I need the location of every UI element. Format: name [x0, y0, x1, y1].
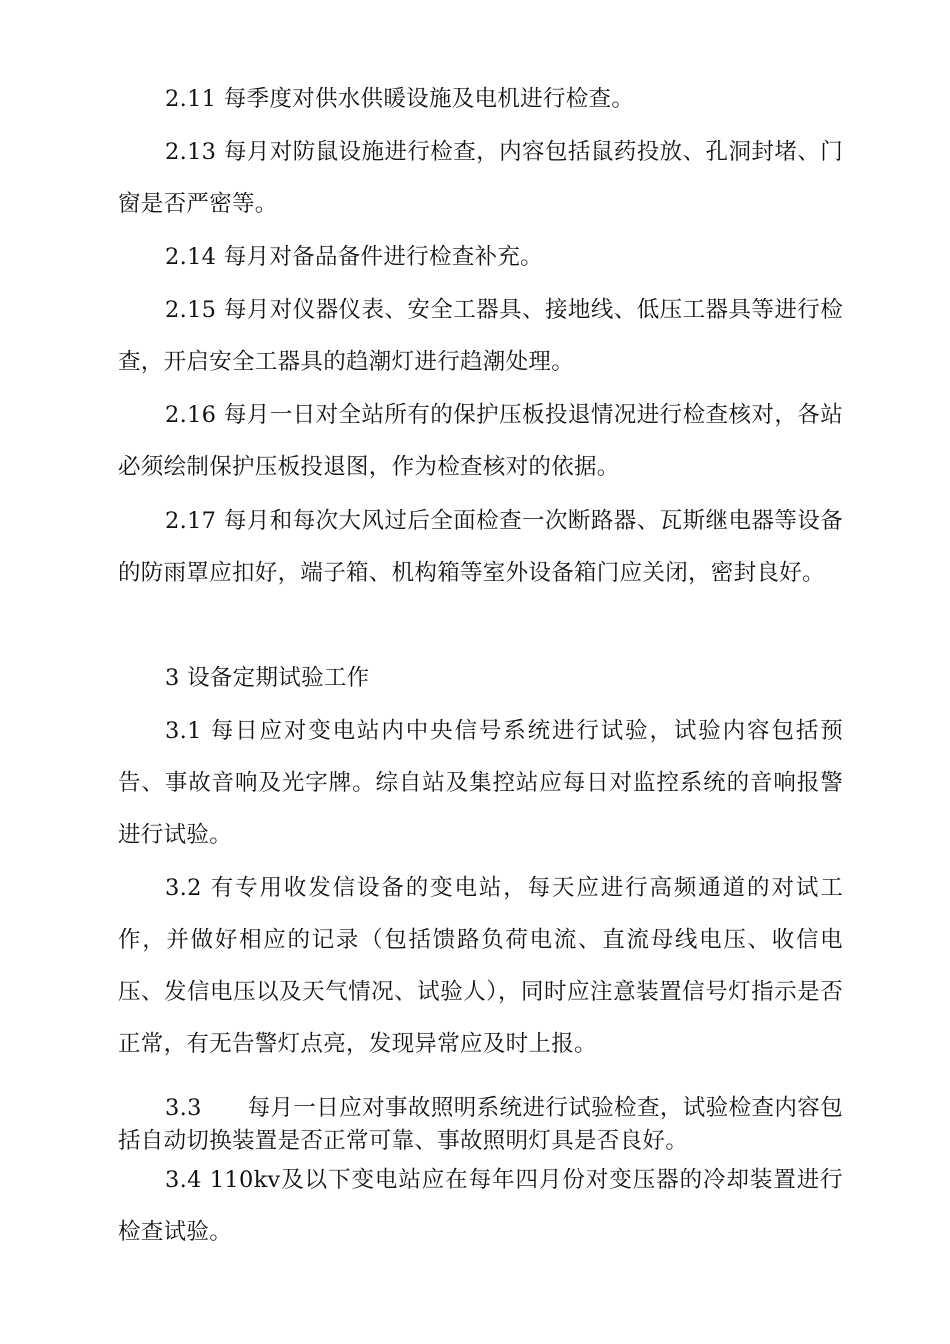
paragraph-3-3: 3.3 每月一日应对事故照明系统进行试验检查，试验检查内容包括自动切换装置是否正常可靠、事故照明灯具是否良好。: [118, 1095, 843, 1154]
paragraph-2-17: 2.17 每月和每次大风过后全面检查一次断路器、瓦斯继电器等设备的防雨罩应扣好，端子箱、机构箱等室外设备箱门应关闭，密封良好。: [118, 508, 843, 586]
section-heading-3: 3 设备定期试验工作: [165, 665, 370, 691]
paragraph-3-4: 3.4 110kv及以下变电站应在每年四月份对变压器的冷却装置进行检查试验。: [118, 1167, 843, 1245]
paragraph-2-15: 2.15 每月对仪器仪表、安全工器具、接地线、低压工器具等进行检查，开启安全工器具的趋潮灯进行趋潮处理。: [118, 297, 843, 375]
paragraph-3-2: 3.2 有专用收发信设备的变电站，每天应进行高频通道的对试工作，并做好相应的记录（包括馈路负荷电流、直流母线电压、收信电压、发信电压以及天气情况、试验人），同时应注意装置信号灯指示是否正常，有无告警灯点亮，发现异常应及时上报。: [118, 875, 843, 1057]
paragraph-2-16: 2.16 每月一日对全站所有的保护压板投退情况进行检查核对，各站必须绘制保护压板投退图，作为检查核对的依据。: [118, 402, 843, 480]
paragraph-2-14: 2.14 每月对备品备件进行检查补充。: [165, 244, 543, 270]
paragraph-2-13: 2.13 每月对防鼠设施进行检查，内容包括鼠药投放、孔洞封堵、门窗是否严密等。: [118, 139, 843, 217]
paragraph-2-11: 2.11 每季度对供水供暖设施及电机进行检查。: [165, 86, 635, 112]
paragraph-3-1: 3.1 每日应对变电站内中央信号系统进行试验，试验内容包括预告、事故音响及光字牌。综自站及集控站应每日对监控系统的音响报警进行试验。: [118, 718, 843, 848]
